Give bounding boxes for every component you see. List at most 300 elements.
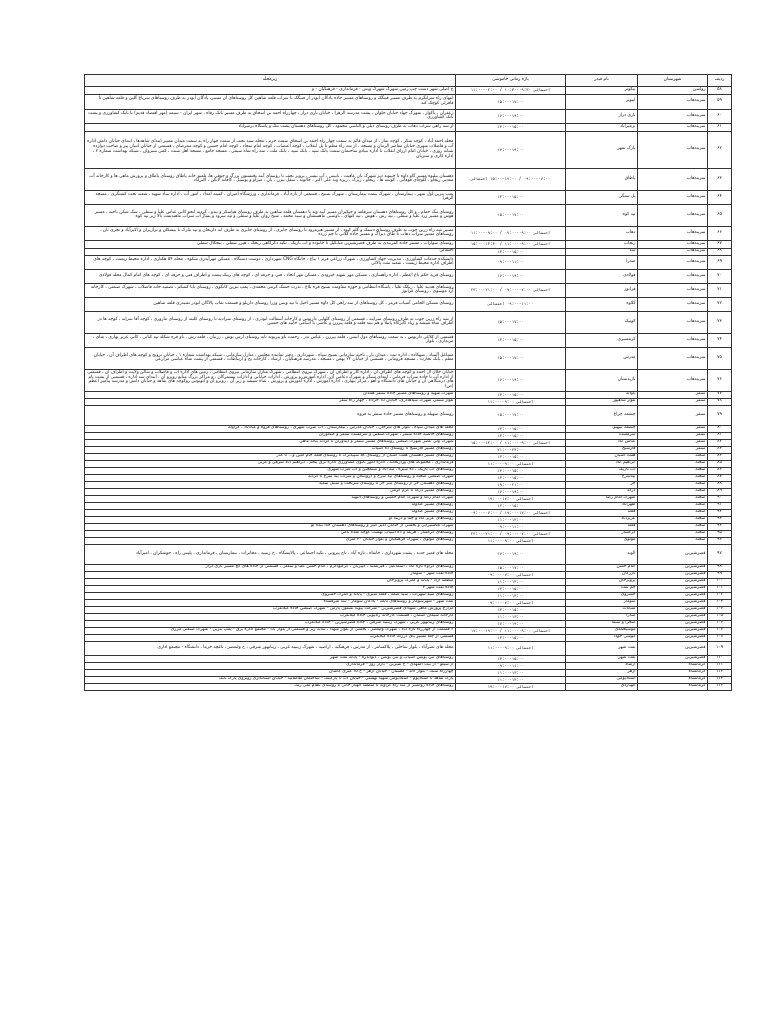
table-row [85, 655, 732, 662]
row-number-cell: ۸۸ [708, 481, 732, 488]
feeder-name-cell: استادیومی [566, 676, 638, 683]
county-cell: صحنه [638, 481, 708, 488]
feeder-name-cell: عباس آباد [566, 439, 638, 446]
county-cell: صحنه [638, 467, 708, 474]
feeder-name-cell: سومار [566, 599, 638, 606]
outage-schedule-table [84, 74, 732, 691]
time-range-cell: ۱۷:۰۰-۱۹:۰۰ [456, 131, 566, 168]
time-range-cell: ۱۳:۰۰-۱۵:۰۰ [456, 585, 566, 592]
sub-area-cell: روستاهای مسیر کندوله [85, 502, 456, 509]
table-row [85, 502, 732, 509]
county-cell: سربندهاب [638, 248, 708, 255]
table-row [85, 453, 732, 460]
sub-area-cell: روستاهای کراوه تازه آباد ، اسماعیل ، قیرشلبه ، کپیزبان ، گرکیواکرم ، امام حسن علیا و سفلی ، قسمتی از جاده های گچ مسیر باری دراز [85, 564, 456, 571]
sub-area-cell: از سه راهی سراب ذهاب به طرف روستای دیلی و الیاسی محمود ، کل روستاهای دهستان پشت تنگ و پاسگاه بزمیرآباد [85, 123, 456, 131]
table-body [85, 86, 732, 690]
row-number-cell: ۶۰ [708, 109, 732, 123]
feeder-name-cell: ارشاد [566, 662, 638, 669]
time-range-cell: ۱۳:۰۰-۱۵:۰۰ [456, 606, 566, 613]
row-number-cell: ۸۳ [708, 446, 732, 453]
sub-area-cell: نفت شهر - شهرسومار و روستاهای تابعه - پادگان سومار - سد شرفشاه [85, 599, 456, 606]
feeder-name-cell: تپه کوه [566, 204, 638, 226]
county-cell: صحنه [638, 453, 708, 460]
county-cell: سربندهاب [638, 333, 708, 347]
feeder-name-cell: باری دراز [566, 109, 638, 123]
header-county: شهرستان [638, 75, 708, 87]
table-row [85, 269, 732, 283]
feeder-name-cell: پاطاق [566, 168, 638, 190]
feeder-name-cell: صحرا و سیما [566, 620, 638, 627]
county-cell: سربندهاب [638, 204, 708, 226]
county-cell: قصرشیرین [638, 585, 708, 592]
table-row [85, 190, 732, 204]
sub-area-cell: قسمتی از کلاغی داریوس ، به سمت روستاهای دول انیس ، قلعه پیرزن ، عباس نذر ، رحمت ناو پیریونه نایه روستای ارس نوش ، رزیبان ، قلعه رش ، ناو فره شکله تپه کنانی ، کانی عزیز بهاری ، شای ، مزیداری ، بلوار [85, 333, 456, 347]
table-row [85, 592, 732, 599]
time-range-cell: ۱۳:۰۰-۱۵:۰۰ [456, 502, 566, 509]
time-range-cell: احتمالی ۰۷:۰۰-۰۹:۰۰ [456, 599, 566, 606]
time-range-cell: ۱۳:۰۰-۱۵:۰۰ [456, 123, 566, 131]
time-range-cell: ۱۷:۰۰-۱۹:۰۰ [456, 269, 566, 283]
table-row [85, 297, 732, 311]
sub-area-cell: روستاهای حاشیه جاده سنقر ، شهرک صنعتی و سرمست سنقر و کنگاوران [85, 432, 456, 439]
feeder-name-cell: باواله [566, 391, 638, 398]
row-number-cell: ۱۰۶ [708, 620, 732, 627]
sub-area-cell: بلوار سنقر، شهرک سپاهداری، خیابان ۱۵ خرداد ، چهار راه سقر [85, 398, 456, 405]
sub-area-cell: روستای تنگ حمام ، و کل روستاهای دهستان سرقلعه و جیکیران مسیر آینه وند تا دهستان قلعه شاهین به طرف روستای هیاسکر و بیدو ، گردنه انحو کانی عباس علیا و سفلی ، سک شکن ناحیه ، مسیر هوش و مسیر زرد علیا و سفلی ، تپه رش ، هوش ، تپه کتهای ، باوسنی ماهسشان و سید محمد ، شیخ زوان علیا و سفلی و تپه سرود و پمپاژ آب سراب ماهیدشت بالا زیر تپه کوه [85, 204, 456, 226]
row-number-cell: ۷۶ [708, 369, 732, 391]
county-cell: صحنه [638, 530, 708, 537]
sub-area-cell: انتهای راه سرابگرم به طرف مسیر فینگک و روستاهای مسیر جاده پادگان ابوذر از فینگک تا سراب قلعه شاهین کل روستاهای ان مسیر، پادگان ابوذر به طرف روستاهای سرپاغ گلین و قلعه شاهین تا قاقرلی کوچک کنه [85, 94, 456, 109]
county-cell: صحنه [638, 474, 708, 481]
table-row [85, 240, 732, 248]
sub-area-cell: روستاهای هدیند علیا ، ریکک علیا ، پاسگاه انتظامی و حوزه مقاومت بسیج قره بلاغ ، تذرت خشک کرمی محمدی ، پمپ بنزین کانگوی ، روستای بابا کشکم ، تصفیه خانه فاضلاب ، شهرک صنعتی ، کارخانه آرد موسوی ، روستای قرابوز [85, 283, 456, 297]
feeder-name-cell: فولادی [566, 269, 638, 283]
time-range-cell: ۱۵:۰۰-۱۷:۰۰ [456, 564, 566, 571]
time-range-cell: احتمالی ۱۷:۰۰-۱۹:۰۰ / ۰۷:۰۰-۰۹:۰۰ [456, 509, 566, 516]
county-cell: صحنه [638, 523, 708, 530]
feeder-name-cell: ذهاب [566, 226, 638, 240]
feeder-name-cell: ابیوتر [566, 94, 638, 109]
time-range-cell: ۱۵:۰۰-۱۷:۰۰ [456, 311, 566, 333]
county-cell: صحنه [638, 537, 708, 544]
table-row [85, 398, 732, 405]
row-number-cell: ۹۰ [708, 495, 732, 502]
table-row [85, 669, 732, 676]
feeder-name-cell: آب باریک [566, 467, 638, 474]
county-cell: سربندهاب [638, 297, 708, 311]
row-number-cell: ۷۳ [708, 311, 732, 333]
row-number-cell: ۶۳ [708, 168, 732, 190]
time-range-cell: ۱۳:۰۰-۱۵:۰۰ [456, 432, 566, 439]
county-cell: صحنه [638, 488, 708, 495]
table-row [85, 255, 732, 269]
table-row [85, 131, 732, 168]
feeder-name-cell: الهیاردی [566, 683, 638, 690]
feeder-name-cell: سد [566, 248, 638, 255]
feeder-name-cell: نفت شهر [566, 641, 638, 655]
table-row [85, 283, 732, 297]
time-range-cell: ۱۱:۰۰-۱۳:۰۰ [456, 669, 566, 676]
county-cell: سربندهاب [638, 369, 708, 391]
sub-area-cell: محله های نصرآباد ، بلوار ساحلی ، پلاکسانتر ، از مدرس ، فرهنگیه ، اراضیه ، شهرک زینبیه غربی ، زیبانهور شرقی ، خ ولیعصر ، باغچه خرما ، دانشگاه - مجتمع اداری [85, 641, 456, 655]
sub-area-cell: محله های میدان سپاه ، بلوار های سرخان ، خیابان مدرس ، بیمارستان ، آب شرب شهری ، روستاهای فروه و غیاثاباد ، کراوله [85, 425, 456, 432]
sub-area-cell: کارخانه سیمان آسمان ، قسمت کارخانه رادیویی جاده گیلانغرب [85, 613, 456, 620]
time-range-cell: احتمالی ۰۷:۰۰-۰۹:۰۰ / ۲۱:۰۰-۲۳:۰۰ [456, 283, 566, 297]
time-range-cell: احتمالی ۰۷:۰۰-۰۹:۰۰ / ۲۱:۰۰-۲۳:۰۰ [456, 530, 566, 537]
table-row [85, 627, 732, 634]
county-cell: سربندهاب [638, 283, 708, 297]
time-range-cell: احتمالی ۱۷:۰۰-۱۹:۰۰ [456, 683, 566, 690]
header-row-number: ردیف [708, 75, 732, 87]
time-range-cell: ۱۵:۰۰-۱۷:۰۰ [456, 94, 566, 109]
county-cell: قصرشیرین [638, 606, 708, 613]
row-number-cell: ۷۹ [708, 405, 732, 425]
table-row [85, 204, 732, 226]
county-cell: قصرشیرین [638, 613, 708, 620]
table-row [85, 571, 732, 578]
row-number-cell: ۶۲ [708, 131, 732, 168]
feeder-name-cell: شهرک امام رضا [566, 495, 638, 502]
row-number-cell: ۶۶ [708, 226, 732, 240]
feeder-name-cell: پل سنگی [566, 190, 638, 204]
time-range-cell: احتمالی ۰۹:۰۰-۱۱:۰۰ [456, 537, 566, 544]
table-row [85, 94, 732, 109]
feeder-name-cell: بزمیرآباد [566, 123, 638, 131]
time-range-cell: احتمالی ۰۹:۰۰-۱۱:۰۰ [456, 398, 566, 405]
table-row [85, 683, 732, 690]
time-range-cell: احتمالی ۰۹:۰۰-۱۱:۰۰ / ۱۳:۰۰-۱۵:۰۰ [456, 439, 566, 446]
sub-area-cell: روستاهای مولوی ، شهرک فرهنگیان و بلوار خیابان ۴۰ متری [85, 537, 456, 544]
table-row [85, 425, 732, 432]
row-number-cell: ۵۹ [708, 94, 732, 109]
row-number-cell: ۱۱۴ [708, 683, 732, 690]
time-range-cell: احتمالی ۰۹:۳۰-۱۰:۳۰ / ۰۲:۰۰-۱۱:۰۰ [456, 86, 566, 94]
time-range-cell: ۱۳:۰۰-۱۵:۰۰ [456, 474, 566, 481]
feeder-name-cell: هفت آشیان [566, 453, 638, 460]
table-row [85, 606, 732, 613]
row-number-cell: ۷۸ [708, 398, 732, 405]
time-range-cell: ۱۳:۰۰-۱۵:۰۰ [456, 425, 566, 432]
county-cell: سربندهاب [638, 94, 708, 109]
table-row [85, 446, 732, 453]
table-row [85, 585, 732, 592]
table-row [85, 578, 732, 585]
sub-area-cell: منطقه آزاد - پایانه و گمرک پرویزخان [85, 578, 456, 585]
row-number-cell: ۸۷ [708, 474, 732, 481]
feeder-name-cell: بازرگان [566, 571, 638, 578]
time-range-cell: ۰۹:۰۰-۱۱:۰۰ [456, 662, 566, 669]
time-range-cell: ۱۷:۰۰-۱۹:۰۰ [456, 488, 566, 495]
time-range-cell: ۱۳:۰۰-۱۵:۰۰ [456, 248, 566, 255]
sub-area-cell: روستاهای مسیر دهستان هفت آشیان از روستای گلا سپیدبرگ تا روستای قلعه جام امین و... تا کذر [85, 453, 456, 460]
county-cell: سربندهاب [638, 311, 708, 333]
county-cell: سربندهاب [638, 109, 708, 123]
table-row [85, 248, 732, 255]
county-cell: قصرشیرین [638, 544, 708, 564]
time-range-cell: ۱۳:۰۰-۱۵:۰۰ [456, 634, 566, 641]
table-row [85, 662, 732, 669]
table-row [85, 439, 732, 446]
sub-area-cell: احتمالی [85, 248, 456, 255]
time-range-cell: ۱۱:۰۰-۱۳:۰۰ [456, 592, 566, 599]
county-cell: قصرشیرین [638, 620, 708, 627]
county-cell: صحنه [638, 495, 708, 502]
table-row [85, 347, 732, 369]
feeder-name-cell: چشمه سهیل [566, 425, 638, 432]
time-range-cell: ۱۳:۰۰-۱۵:۰۰ [456, 453, 566, 460]
sub-area-cell: مزارع پرورش ماهی شهدای قصرشیرین - شرکت پیوند بستون پارس - شهرک صنعتی جاده گیلانغرب [85, 606, 456, 613]
feeder-name-cell: سرمست [566, 432, 638, 439]
sub-area-cell: شهرک صنعتی صحنه و روستاهای بید سرخ و دروینکان و سراب بید سرخ تا گردنه [85, 474, 456, 481]
feeder-name-cell: مدرس [566, 347, 638, 369]
feeder-name-cell: فارسیج [566, 446, 638, 453]
sub-area-cell: چهارراه سنگ - بلوار لاله - گلستان - خیابان ازهر - خ ۱۵ متری کاشان [85, 669, 456, 676]
sub-area-cell: محله های قصر جدید ، پشت شهرداری ، خانقاه ، تازه آباد ، تاج پیرونی ، تکیه اجتماعی ، پالایشگاه ، خ زینبیه ، مخابرات ، بیمارستان ، فرمانداری ، پلیس راه ، حوشکران ، امیرآباد [85, 544, 456, 564]
table-row [85, 474, 732, 481]
time-range-cell: ۰۹:۰۰-۰۷:۰۰ / ۱۵:۰۰-۱۷:۰۰ احتمالی [456, 168, 566, 190]
header-feeder-name: نام فیدر [566, 75, 638, 87]
county-cell: صحنه [638, 460, 708, 467]
table-row [85, 495, 732, 502]
time-range-cell: ۱۱:۰۰-۱۳:۰۰ [456, 613, 566, 620]
sub-area-cell: از سه راه زرین جوب به طرف روستای سراییه ، قسمتی از روستای کلهایی داریوس و کارخانه آسفالت ابوذری ، از روستای سرادیه تا روستای کلینه از روستای ماروری ، کوچه آقا سرایه ، کوچه ها در اطراف شاه شیشه و زیاد کابرگاه پانیلا و هم بیند قلعه و قلعه پیرزن و عاشی با اسامی خانیه های حسین [85, 311, 456, 333]
row-number-cell: ۹۷ [708, 544, 732, 564]
feeder-name-cell: شبانات [566, 606, 638, 613]
table-row [85, 226, 732, 240]
sub-area-cell: روستای مسکن الجامی آسیاب قرمز ، کل روستاهای از سه راهی کل داوه مسیر اخیل تا تپه ویس وزرا روستای دارپلو و قسمت نقاب پالاگان ابوذر بعثیدری قلعه شاهین [85, 297, 456, 311]
county-cell: قصرشیرین [638, 627, 708, 634]
time-range-cell: ۱۳:۰۰-۱۵:۰۰ [456, 655, 566, 662]
county-cell: قصرشیرین [638, 564, 708, 571]
county-cell: کرمانشاه [638, 662, 708, 669]
sub-area-cell: شهرک ولی عصر شهرک صنعتی روستاهای مسیر سنقر و دیناوران تا گردنه بیاله ماهی [85, 439, 456, 446]
row-number-cell: ۶۵ [708, 204, 732, 226]
county-cell: سنقر [638, 446, 708, 453]
feeder-name-cell: صدرا [566, 255, 638, 269]
row-number-cell: ۵۸ [708, 86, 732, 94]
table-row [85, 311, 732, 333]
time-range-cell: ۱۳:۰۰-۱۵:۰۰ [456, 333, 566, 347]
feeder-name-cell: چم نفت [566, 585, 638, 592]
county-cell: صحنه [638, 509, 708, 516]
sub-area-cell: روستای فریه حکم باغ اعظم ، اداره راهسازی ، مسکن مهر شهید خبرودی ، مسکن مهر اتحاد ، فنی و حرفه ای ، کوچه های ریبک پشت و اطراف فنی و حرفه ای ، کوچه های امام کمال محله فولادی [85, 269, 456, 283]
table-row [85, 564, 732, 571]
sub-area-cell: از سیلو - از بیت المهدی - خ شیرین - بازار روز - فرمانداری [85, 662, 456, 669]
table-row [85, 676, 732, 683]
county-cell: کرمانشاه [638, 683, 708, 690]
header-time-range: بازه زمانی خاموشی [456, 75, 566, 87]
time-range-cell: ۱۱:۰۰-۱۳:۰۰ [456, 676, 566, 683]
feeder-name-cell: مولوی [566, 537, 638, 544]
county-cell: صحنه [638, 502, 708, 509]
table-row [85, 516, 732, 523]
time-range-cell: احتمالی ۰۹:۰۰-۱۱:۰۰ [456, 460, 566, 467]
feeder-name-cell: قرابوز [566, 283, 638, 297]
county-cell: سنقر [638, 432, 708, 439]
feeder-name-cell: نفت شهر [566, 655, 638, 662]
row-number-cell: ۹۸ [708, 564, 732, 571]
county-cell: قصرشیرین [638, 592, 708, 599]
table-row [85, 620, 732, 627]
sub-area-cell: دانشکده خدمات کشاورزی ، مدیریت جهاد کشاورزی ، شهرک زراعی فرم ۱ بیاع ، جایگاه CNG شهرداری ، دوست دستگاه ، مسکن مهرآبدری شکوه ، محله ۵۴ هکتاری ، اداره محیط زیست ، کوچه های اطراف اداره محیط زیست ، شعبه نفت پالائی [85, 255, 456, 269]
row-number-cell: ۶۷ [708, 240, 732, 248]
row-number-cell: ۷۲ [708, 297, 732, 311]
row-number-cell: ۷۰ [708, 269, 732, 283]
row-number-cell: ۸۴ [708, 453, 732, 460]
feeder-name-cell: امام حسن [566, 564, 638, 571]
county-cell: کرمانشاه [638, 676, 708, 683]
time-range-cell: احتمالی ۰۷:۰۰-۰۹:۰۰ [456, 571, 566, 578]
row-number-cell: ۹۵ [708, 530, 732, 537]
sub-area-cell: محله احمد آباد ، کوچه شکر ، کوچه نماز ، از میدان قائم به سمت چهار راه احمد بن اسحاق سمت حرم ، محله سید نجف از سمت چهار راه به سمت میدان مسیر ابتدای شاهدها ، ابتدای خیابان دانش اداره آب و فاضلاب شهری خیابان معاصر الزمان و مسجد ، از سه راه معلم تا پل انقلاب ، کوچه اعتصاب ، کوچه امام سجاد ، کوچه امام حسین و کوچه ممرضای ، قسمتی از خیابان ابنیان پیر و صاحب دوازده شبانه روزی ، خیابان امام ارزاق انقلاب تا اداره بنیادو ساختمان سمت بانک سپه ، بانک سپه ، بانک ملت ، سه راه شاه سیفی ، مسجد جامع ، مسجد اهل سنت ، کمی سبزوان ، شبکه بهداشت شماره ۲ ، اداره کاری و سبزیان [85, 131, 456, 168]
county-cell: رواسن [638, 86, 708, 94]
county-cell: قصرشیرین [638, 578, 708, 585]
time-range-cell: احتمالی ۰۹:۰۰-۱۱:۰۰ / ۱۳:۳۰-۱۵:۰۰ [456, 240, 566, 248]
county-cell: سربندهاب [638, 226, 708, 240]
county-cell: سربندهاب [638, 123, 708, 131]
row-number-cell: ۶۸ [708, 248, 732, 255]
row-number-cell: ۱۰۵ [708, 613, 732, 620]
row-number-cell: ۹۲ [708, 509, 732, 516]
sub-area-cell: شهرک شهید و روستاهای مسیر جاده سنقر همدان [85, 391, 456, 398]
table-row [85, 86, 732, 94]
time-range-cell: ۱۷:۰۰-۱۹:۰۰ [456, 544, 566, 564]
time-range-cell: احتمالی ۰۹:۰۰-۱۱:۰۰ [456, 641, 566, 655]
feeder-name-cell: نیکوتر [566, 86, 638, 94]
table-row [85, 391, 732, 398]
table-row [85, 369, 732, 391]
county-cell: سربندهاب [638, 269, 708, 283]
time-range-cell: ۰۹:۰۰-۱۱:۰۰ [456, 523, 566, 530]
feeder-name-cell: درکه [566, 488, 638, 495]
feeder-name-cell: گلاوه [566, 297, 638, 311]
county-cell: قصرشیرین [638, 634, 708, 641]
table-row [85, 460, 732, 467]
row-number-cell: ۱۰۹ [708, 641, 732, 655]
time-range-cell: ۱۵:۰۰-۱۷:۰۰ [456, 405, 566, 425]
time-range-cell: احتمالی ۰۹:۰۰-۱۱:۰۰ / ۱۹:۰۰-۱۷:۰۰ [456, 627, 566, 634]
county-cell: سربندهاب [638, 131, 708, 168]
row-number-cell: ۱۰۱ [708, 585, 732, 592]
time-range-cell: ۱۹:۰۰-۲۱:۰۰ [456, 481, 566, 488]
table-row [85, 634, 732, 641]
county-cell: قصرشیرین [638, 571, 708, 578]
time-range-cell: احتمالی ۰۹:۰۰-۰۷:۰۰ / ۰۹:۰۰-۱۱:۰۰ [456, 226, 566, 240]
table-row [85, 123, 732, 131]
time-range-cell: ۱۱:۰۰-۱۳:۰۰ [456, 516, 566, 523]
row-number-cell: ۸۲ [708, 439, 732, 446]
sub-area-cell: قسمتی از چغا مسیر پای درزگه جاده گیلانغرب [85, 634, 456, 641]
sub-area-cell: ۲ قسمت از چهارراه تازه آباد ، شهرک ولیعصر ، بخشی از بلوار شهدا ، سایه زیر و قسمتی از بلوار بابا - مجتمع اداره برق - پمپ بنزین - شهرک صنعتی مرزی [85, 627, 456, 634]
sub-area-cell: جاده نفت شهر - سومار [85, 571, 456, 578]
table-row [85, 544, 732, 564]
sub-area-cell: پارک شاهد تا استادیوم - استادیومی شهید بهشتی - خیابان آب تا پارکینگ - ساختمان طالقانیه - خیابان استانداری روبروی پارک بانک [85, 676, 456, 683]
county-cell: سنقر [638, 425, 708, 432]
table-row [85, 530, 732, 537]
table-row [85, 481, 732, 488]
county-cell: سربندهاب [638, 190, 708, 204]
feeder-name-cell: ریجاب [566, 240, 638, 248]
row-number-cell: ۶۴ [708, 190, 732, 204]
sub-area-cell: پمپ بنزین اول شهر ، بیمارستان ، شهرک پشت بیمارستان ، شهرک بسیج ، قسمتی از تازه آباد ، فرمانداری ، ورزشگاه امیران ، کمیته امداد ، امور آب ، اداره بنیاد شهید ، شعبه تحت کشتگری ، مسجد الزهرا [85, 190, 456, 204]
sub-area-cell: روستاهای آب باریک ، ده سبزه ، تپه آباد و سنگچین و آب شرب شهری [85, 467, 456, 474]
row-number-cell: ۱۱۲ [708, 669, 732, 676]
table-row [85, 405, 732, 425]
header-sub-area: زیرمحله [85, 75, 456, 87]
sub-area-cell: روستای سهیله و روستاهای مسیر جاده سنقر به فروه [85, 405, 456, 425]
table-row [85, 333, 732, 347]
row-number-cell: ۶۹ [708, 255, 732, 269]
time-range-cell: ۱۷:۰۰-۱۹:۰۰ [456, 620, 566, 627]
row-number-cell: ۷۴ [708, 333, 732, 347]
sub-area-cell: فرمانداری ، مجموعه های وزارتخانه ، اداره امور بانوی کشاورزی اداره برق پنجم ، ابراهیم آباد شرقی و غربی [85, 460, 456, 467]
time-range-cell: ۰۹:۰۰-۱۱:۰۰ احتمالی [456, 297, 566, 311]
sub-area-cell: شهرک تلکسیرایی و بخشی از خیابان امیر کبیر و روستاهای دهستان خدا بنده لو [85, 523, 456, 530]
feeder-name-cell: ظهرآباد [566, 502, 638, 509]
feeder-name-cell: موسیحمدی [566, 627, 638, 634]
feeder-name-cell: ابراهیم آباد [566, 460, 638, 467]
county-cell: قصرشیرین [638, 655, 708, 662]
table-row [85, 537, 732, 544]
row-number-cell: ۸۵ [708, 460, 732, 467]
feeder-name-cell: کرمسیری [566, 333, 638, 347]
county-cell: سنقر [638, 405, 708, 425]
table-row [85, 488, 732, 495]
time-range-cell: ۱۷:۰۰-۱۹:۰۰ [456, 109, 566, 123]
county-cell: سربندهاب [638, 255, 708, 269]
table-row [85, 599, 732, 606]
row-number-cell: ۱۰۳ [708, 599, 732, 606]
table-row [85, 109, 732, 123]
time-range-cell: ۱۳:۰۰-۱۵:۰۰ [456, 391, 566, 398]
feeder-name-cell: پرویزخان [566, 578, 638, 585]
table-row [85, 641, 732, 655]
sub-area-cell: روستاهای سید سهراب ، سید صمد ، قلعه سبزی - پایانه و گمرک خسروی [85, 592, 456, 599]
table-row [85, 467, 732, 474]
county-cell: سنقر [638, 398, 708, 405]
county-cell: سربندهاب [638, 240, 708, 248]
time-range-cell: ۱۳:۰۰-۱۵:۰۰ [456, 190, 566, 204]
time-range-cell: ۰۹:۰۰-۱۱:۰۰ [456, 255, 566, 269]
time-range-cell: ۱۳:۰۰-۱۵:۰۰ [456, 467, 566, 474]
row-number-cell: ۱۰۰ [708, 578, 732, 585]
feeder-name-cell: الوند [566, 544, 638, 564]
row-number-cell: ۶۱ [708, 123, 732, 131]
county-cell: قصرشیرین [638, 599, 708, 606]
row-number-cell: ۹۶ [708, 537, 732, 544]
time-range-cell: ۲۱:۰۰-۲۳:۰۰ [456, 446, 566, 453]
county-cell: قصرشیرین [638, 641, 708, 655]
row-number-cell: ۷۷ [708, 391, 732, 398]
sub-area-cell: روستاهای عزیز آباد و چقا و دربند او [85, 516, 456, 523]
sub-area-cell: جاده نفت شهر ۳ [85, 585, 456, 592]
sub-area-cell: زعفران ، پاکوار ، شهرک جهاد خیابان حلوان ، پشت مدرسه الزهرا ، خیابان باری دراز ، چهارراه احمد بن اسحاق به طرف مسیر بانک رفاه ، شهر ایران - سیمه (مهر اقتصاد قدیم) تا بانک کشاورزی و پشت بانک کشاورزی [85, 109, 456, 123]
sub-area-cell: روستای سواراب ، مسیر جاده کمربندی به طرف قصرشیرین میانکیل تا خانوده و آب باریک ، تکیه دکرگاهی ریجک ، هیزر سفلی ، بیجگال سفلی [85, 240, 456, 248]
sub-area-cell: خیابان جلال آل احمد و کوچه های اطراف آن ، اداره گاز و اطراف آن ، شهرک نیروی انتظامی ، شهرک منازل سازمانی نیروی انتظامی ، زمین های اداره آب و فاضلاب و سالن ولایت و اطراف آن ، قسمتی از اداره آب تا جاده سراب فرمانی ، ابتدای سنگر و شهرک دعامی آن ، اداره آموزش و پرورش ، ادارات خیابانی و ادارات پیشمرگان ، و مراکز بزرگ منابع رویرو آن ، ابتدای سه اداره ، قسمتی از پشت بام های درمنگاهی آن و خیابان های دانشگاه و آهو ، مرکز بیهاری ، اداره آموزش ، اداره آموزش و پرورش ، شاه شیشه و زیر آن ، روبرو آن و اتوبوس روکوچه های شاهد و خیابان دانش و مدرسه پیامبر اعظم (ص) [85, 369, 456, 391]
time-range-cell: ۱۵:۰۰-۱۷:۰۰ [456, 347, 566, 369]
time-range-cell: ۱۷:۰۰-۱۹:۰۰ [456, 369, 566, 391]
sub-area-cell: روستاهای مسیر کندوله [85, 509, 456, 516]
feeder-name-cell: عزیزآباد [566, 516, 638, 523]
county-cell: سربندهاب [638, 168, 708, 190]
sub-area-cell: خ اصلی شهر دست چپ زمین شهرک شهرک ویس - فرمانداری - فرهنگیان - و [85, 86, 456, 94]
row-number-cell: ۹۱ [708, 502, 732, 509]
feeder-name-cell: موسی خودا [566, 634, 638, 641]
row-number-cell: ۱۰۷ [708, 627, 732, 634]
time-range-cell: ۱۱:۰۰-۱۳:۰۰ [456, 578, 566, 585]
row-number-cell: ۱۰۲ [708, 592, 732, 599]
feeder-name-cell: قلعه [566, 509, 638, 516]
